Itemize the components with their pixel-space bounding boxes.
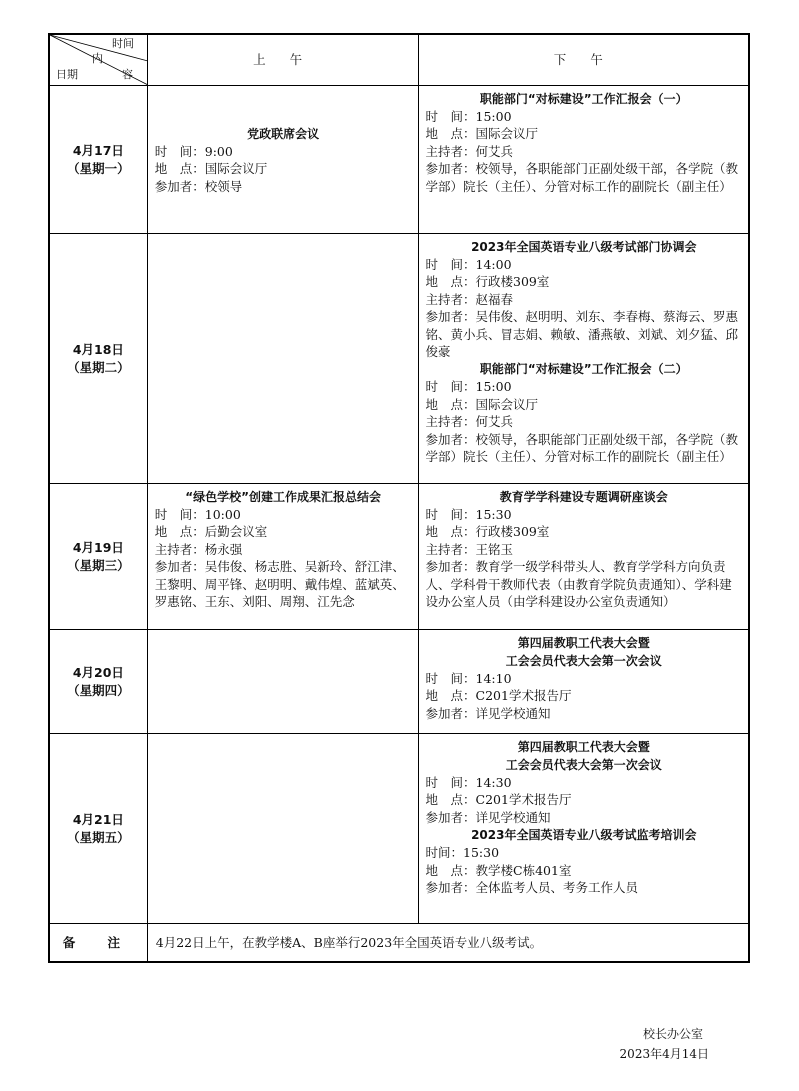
footer	[620, 1024, 709, 1064]
header-row	[49, 34, 749, 86]
meeting-detail: 主持者：何艾兵	[425, 143, 514, 159]
meeting-title: 2023年全国英语专业八级考试部门协调会	[471, 240, 697, 254]
diag-content-label-2: 容	[122, 68, 133, 81]
pm-cell	[418, 484, 749, 630]
meeting-detail: 地 点：国际会议厅	[154, 161, 268, 177]
header-pm: 下 午	[418, 34, 749, 86]
meeting-detail: 参加者：校领导	[154, 178, 243, 194]
diag-content-label-1: 内	[92, 52, 103, 65]
pm-cell	[418, 234, 749, 484]
pm-cell	[418, 630, 749, 734]
date-label: 4月19日	[72, 540, 124, 556]
header-am: 上 午	[147, 34, 418, 86]
schedule-row	[49, 630, 749, 734]
meeting-detail: 时 间：10:00	[154, 507, 241, 522]
meeting-detail: 时 间：14:30	[425, 775, 512, 790]
weekday-label: （星期一）	[67, 160, 130, 176]
date-cell	[49, 484, 147, 630]
note-label: 备 注	[49, 924, 147, 962]
schedule-row	[49, 86, 749, 234]
meeting-detail: 地 点：C201学术报告厅	[425, 792, 572, 808]
meeting-detail: 时间：15:30	[425, 845, 500, 861]
meeting-detail: 参加者：校领导，各职能部门正副处级干部，各学院（教学部）院长（主任）、分管对标工作的副院长（副主任）	[425, 161, 739, 194]
meeting-detail: 时 间：15:00	[425, 379, 512, 395]
meeting-detail: 主持者：何艾兵	[425, 414, 514, 430]
meeting-detail: 地 点：国际会议厅	[425, 396, 539, 412]
date-label: 4月18日	[72, 342, 124, 358]
note-text: 4月22日上午，在教学楼A、B座举行2023年全国英语专业八级考试。	[147, 924, 749, 962]
meeting-detail: 地 点：教学楼C栋401室	[425, 862, 572, 878]
note-row	[49, 924, 749, 962]
date-label: 4月17日	[72, 143, 124, 159]
date-label: 4月20日	[72, 665, 124, 681]
meeting-detail: 参加者：详见学校通知	[425, 705, 551, 721]
meeting-title: 第四届教职工代表大会暨 工会会员代表大会第一次会议	[505, 740, 662, 772]
schedule-row	[49, 234, 749, 484]
meeting-detail: 时 间：15:00	[425, 109, 512, 124]
schedule-row	[49, 734, 749, 924]
meeting-detail: 参加者：吴伟俊、杨志胜、吴新玲、舒江津、王黎明、周平锋、赵明明、戴伟煌、蓝斌英、罗惠铭、王东、刘阳、周翔、江先念	[154, 559, 405, 610]
schedule-table	[48, 33, 750, 963]
pm-cell	[418, 734, 749, 924]
meeting-title: 第四届教职工代表大会暨 工会会员代表大会第一次会议	[505, 636, 662, 668]
meeting-detail: 地 点：行政楼309室	[425, 524, 550, 540]
meeting-detail: 时 间：14:00	[425, 257, 512, 272]
am-cell	[147, 630, 418, 734]
date-label: 4月21日	[72, 812, 124, 828]
diag-date-label: 日期	[56, 68, 78, 81]
meeting-title: 2023年全国英语专业八级考试监考培训会	[471, 828, 697, 843]
meeting-title: “绿色学校”创建工作成果汇报总结会	[185, 490, 382, 504]
meeting-detail: 参加者：全体监考人员、考务工作人员	[425, 880, 639, 896]
meeting-detail: 时 间：9:00	[154, 143, 233, 159]
meeting-title: 教育学学科建设专题调研座谈会	[499, 490, 668, 504]
weekday-label: （星期五）	[67, 829, 130, 845]
meeting-detail: 地 点：后勤会议室	[154, 524, 268, 540]
meeting-title: 职能部门“对标建设”工作汇报会（二）	[479, 362, 688, 377]
meeting-detail: 地 点：行政楼309室	[425, 274, 550, 290]
am-cell	[147, 234, 418, 484]
am-cell	[147, 86, 418, 234]
meeting-detail: 地 点：国际会议厅	[425, 126, 539, 142]
date-cell	[49, 734, 147, 924]
meeting-title: 党政联席会议	[247, 126, 320, 141]
footer-date: 2023年4月14日	[619, 1047, 709, 1061]
date-cell	[49, 86, 147, 234]
meeting-detail: 地 点：C201学术报告厅	[425, 688, 572, 704]
am-cell	[147, 484, 418, 630]
meeting-detail: 主持者：杨永强	[154, 541, 243, 557]
meeting-detail: 时 间：15:30	[425, 507, 512, 522]
meeting-detail: 主持者：王铭玉	[425, 541, 514, 557]
weekday-label: （星期三）	[67, 557, 130, 573]
weekday-label: （星期二）	[67, 359, 130, 375]
meeting-detail: 主持者：赵福春	[425, 291, 514, 307]
meeting-detail: 参加者：详见学校通知	[425, 809, 551, 825]
schedule-row	[49, 484, 749, 630]
diag-time-label: 时间	[112, 37, 134, 50]
weekday-label: （星期四）	[67, 682, 130, 698]
meeting-title: 职能部门“对标建设”工作汇报会（一）	[479, 92, 688, 106]
am-cell	[147, 734, 418, 924]
schedule-sheet	[48, 33, 750, 963]
date-cell	[49, 234, 147, 484]
meeting-detail: 参加者：吴伟俊、赵明明、刘东、李春梅、蔡海云、罗惠铭、黄小兵、冒志娟、赖敏、潘燕敏、刘斌、刘夕猛、邱俊豪	[425, 309, 739, 360]
date-cell	[49, 630, 147, 734]
meeting-detail: 时 间：14:10	[425, 671, 512, 686]
meeting-detail: 参加者：教育学一级学科带头人、教育学学科方向负责人、学科骨干教师代表（由教育学院负责通知）、学科建设办公室人员（由学科建设办公室负责通知）	[425, 559, 732, 610]
diagonal-header-cell	[49, 34, 147, 86]
footer-office: 校长办公室	[642, 1027, 703, 1041]
pm-cell	[418, 86, 749, 234]
meeting-detail: 参加者：校领导，各职能部门正副处级干部，各学院（教学部）院长（主任）、分管对标工作的副院长（副主任）	[425, 431, 739, 465]
